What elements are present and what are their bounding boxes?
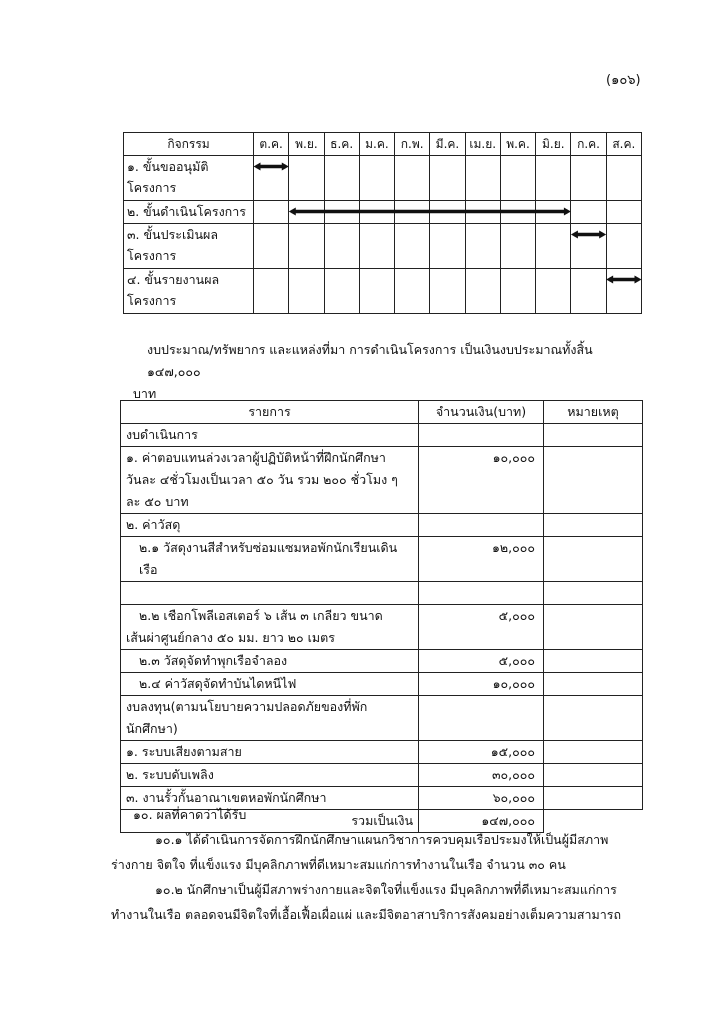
table-row — [121, 764, 643, 787]
gantt-row — [124, 224, 642, 269]
page-number: (๑๐๖) — [606, 73, 641, 88]
gantt-header-activity: กิจกรรม — [124, 133, 254, 156]
budget-header-amount: จำนวนเงิน(บาท) — [419, 401, 544, 424]
budget-item-amount: ๓๐,๐๐๐ — [419, 764, 544, 787]
budget-item-line: ๒.๒ เชือกโพลีเอสเตอร์ ๖ เส้น ๓ เกลียว ขนาด — [139, 608, 383, 623]
budget-item-amount: ๑๕,๐๐๐ — [419, 741, 544, 764]
gantt-month: พ.ค. — [500, 133, 535, 156]
budget-header-row — [121, 401, 643, 424]
table-row — [121, 537, 643, 582]
budget-header-note: หมายเหตุ — [544, 401, 643, 424]
gantt-activity — [124, 224, 254, 269]
budget-item-line: เส้นผ่าศูนย์กลาง ๕๐ มม. ยาว ๒๐ เมตร — [126, 630, 335, 645]
budget-item-label: ๒. ค่าวัสดุ — [121, 514, 419, 537]
gantt-month: มี.ค. — [430, 133, 465, 156]
gantt-activity-line: ๑. ขั้นขออนุมัติ — [127, 159, 209, 174]
budget-item-label: ๓. งานรั้วกั้นอาณาเขตหอพักนักศึกษา — [121, 787, 419, 810]
gantt-activity-line: โครงการ — [127, 248, 177, 263]
gantt-month: ต.ค. — [254, 133, 289, 156]
budget-intro — [133, 339, 643, 405]
budget-table — [120, 400, 643, 833]
budget-item-line: ละ ๕๐ บาท — [126, 494, 189, 509]
budget-item-label: ๒.๔ ค่าวัสดุจัดทำบันไดหนีไฟ — [121, 673, 419, 696]
table-row — [121, 582, 643, 605]
budget-item-amount: ๕,๐๐๐ — [419, 605, 544, 650]
budget-total-amount: ๑๔๗,๐๐๐ — [419, 810, 544, 833]
expected-results — [111, 802, 653, 927]
budget-header-item: รายการ — [121, 401, 419, 424]
budget-item-label — [121, 447, 419, 514]
table-row — [121, 673, 643, 696]
budget-item-amount: ๕,๐๐๐ — [419, 650, 544, 673]
table-row — [121, 650, 643, 673]
budget-item-amount: ๖๐,๐๐๐ — [419, 787, 544, 810]
gantt-month: เม.ย. — [465, 133, 500, 156]
gantt-row — [124, 269, 642, 314]
results-line: ๑๐.๑ ได้ดำเนินการจัดการฝึกนักศึกษาแผนกวิชาการควบคุมเรือประมงให้เป็นผู้มีสภาพ — [155, 832, 609, 847]
gantt-activity-line: โครงการ — [127, 180, 177, 195]
results-line: ๑๐.๒ นักศึกษาเป็นผู้มีสภาพร่างกายและจิตใจที่แข็งแรง มีบุคลิกภาพที่ดีเหมาะสมแก่การ — [155, 882, 617, 897]
gantt-activity-line: ๔. ขั้นรายงานผล — [127, 272, 220, 287]
table-row — [121, 447, 643, 514]
budget-intro-line: งบประมาณ/ทรัพยากร และแหล่งที่มา การดำเนินโครงการ เป็นเงินงบประมาณทั้งสิ้น ๑๔๗,๐๐๐ — [147, 342, 593, 379]
gantt-activity-line: โครงการ — [127, 293, 177, 308]
table-row — [121, 741, 643, 764]
gantt-month: ม.ค. — [359, 133, 394, 156]
budget-item-label: ๒. ระบบดับเพลิง — [121, 764, 419, 787]
budget-intro-line: บาท — [133, 386, 157, 401]
results-line: ร่างกาย จิตใจ ที่แข็งแรง มีบุคลิกภาพที่ดีเหมาะสมแก่การทำงานในเรือ จำนวน ๓๐ คน — [111, 857, 566, 872]
gantt-month: ก.ค. — [571, 133, 606, 156]
gantt-row — [124, 201, 642, 224]
gantt-table — [123, 132, 642, 314]
gantt-month: พ.ย. — [289, 133, 324, 156]
results-line: ทำงานในเรือ ตลอดจนมีจิตใจที่เอื้อเฟื้อเผื่อแผ่ และมีจิตอาสาบริการสังคมอย่างเต็มความสามารถ — [111, 907, 622, 922]
gantt-row — [124, 156, 642, 201]
budget-item-label: ๒.๓ วัสดุจัดทำพุกเรือจำลอง — [121, 650, 419, 673]
table-row — [121, 696, 643, 741]
budget-item-amount: ๑๐,๐๐๐ — [419, 447, 544, 514]
results-heading: ๑๐. ผลที่คาดว่าได้รับ — [133, 807, 247, 822]
budget-item-label — [121, 605, 419, 650]
budget-section-label: งบลงทุน(ตามนโยบายความปลอดภัยของที่พักนักศึกษา) — [121, 696, 419, 741]
table-row — [121, 424, 643, 447]
table-row — [121, 605, 643, 650]
budget-item-line: วันละ ๔ชั่วโมงเป็นเวลา ๕๐ วัน รวม ๒๐๐ ชั่วโมง ๆ — [126, 472, 398, 487]
gantt-activity — [124, 269, 254, 314]
gantt-activity-line: ๓. ขั้นประเมินผล — [127, 227, 218, 242]
budget-section-label: งบดำเนินการ — [121, 424, 419, 447]
budget-total-label: รวมเป็นเงิน — [121, 810, 419, 833]
gantt-month: ธ.ค. — [324, 133, 359, 156]
budget-item-label: ๒.๑ วัสดุงานสีสำหรับซ่อมแซมหอพักนักเรียนเดินเรือ — [121, 537, 419, 582]
gantt-month: ก.พ. — [395, 133, 430, 156]
table-row — [121, 514, 643, 537]
budget-item-amount: ๑๒,๐๐๐ — [419, 537, 544, 582]
gantt-header-row — [124, 133, 642, 156]
gantt-activity-line: ๒. ขั้นดำเนินโครงการ — [127, 204, 246, 219]
budget-item-line: ๑. ค่าตอบแทนล่วงเวลาผู้ปฏิบัติหน้าที่ฝึกนักศึกษา — [126, 450, 386, 465]
gantt-month: มิ.ย. — [536, 133, 571, 156]
gantt-activity — [124, 156, 254, 201]
budget-item-amount: ๑๐,๐๐๐ — [419, 673, 544, 696]
gantt-activity — [124, 201, 254, 224]
budget-item-label: ๑. ระบบเสียงตามสาย — [121, 741, 419, 764]
gantt-month: ส.ค. — [606, 133, 641, 156]
